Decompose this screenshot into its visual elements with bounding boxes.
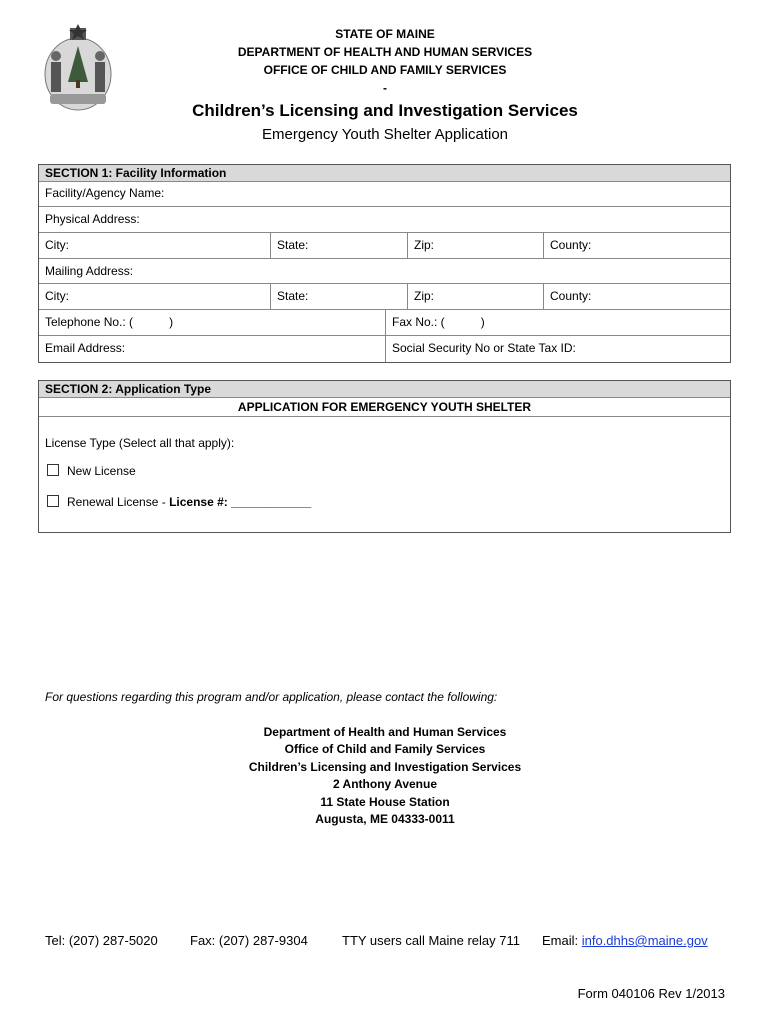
- header-department: DEPARTMENT OF HEALTH AND HUMAN SERVICES: [237, 45, 533, 59]
- physical-zip-field[interactable]: Zip:: [407, 233, 543, 258]
- new-license-label: New License: [67, 464, 136, 478]
- physical-city-field[interactable]: City:: [45, 238, 69, 252]
- contact-note: For questions regarding this program and/or application, please contact the following:: [45, 690, 498, 704]
- mailing-county-field[interactable]: County:: [543, 284, 730, 309]
- mailing-address-field[interactable]: Mailing Address:: [45, 264, 134, 278]
- section2-table: [38, 380, 731, 533]
- form-number: Form 040106 Rev 1/2013: [577, 986, 725, 1001]
- section2-heading: SECTION 2: Application Type: [39, 381, 730, 398]
- header-dash: -: [383, 81, 387, 95]
- telephone-label: Telephone No.: (: [45, 315, 134, 329]
- contact-line-4: 2 Anthony Avenue: [332, 777, 437, 791]
- fax-field[interactable]: [385, 310, 730, 335]
- contact-line-1: Department of Health and Human Services: [263, 725, 507, 739]
- contact-line-3: Children’s Licensing and Investigation Services: [248, 760, 522, 774]
- mailing-zip-field[interactable]: Zip:: [407, 284, 543, 309]
- section1-heading: SECTION 1: Facility Information: [39, 165, 730, 182]
- fax-label: Fax No.: (: [392, 315, 445, 329]
- mailing-city-field[interactable]: City:: [45, 289, 69, 303]
- physical-county-field[interactable]: County:: [543, 233, 730, 258]
- physical-state-field[interactable]: State:: [270, 233, 407, 258]
- mailing-city-row: [39, 284, 730, 310]
- footer-tty: TTY users call Maine relay 711: [342, 933, 520, 948]
- tax-id-field[interactable]: Social Security No or State Tax ID:: [385, 336, 730, 362]
- footer-tel: Tel: (207) 287-5020: [45, 933, 158, 948]
- footer-email-label: Email:: [542, 933, 582, 948]
- contact-line-6: Augusta, ME 04333-0011: [315, 812, 455, 826]
- facility-name-field[interactable]: Facility/Agency Name:: [45, 186, 165, 200]
- email-tax-row: [39, 336, 730, 362]
- license-type-label: License Type (Select all that apply):: [45, 436, 235, 450]
- telephone-paren: ): [169, 315, 174, 329]
- email-address-field[interactable]: Email Address:: [45, 341, 126, 355]
- footer-email: [542, 933, 708, 948]
- renewal-license-label: Renewal License -: [67, 495, 170, 509]
- license-number-field[interactable]: ____________: [231, 495, 312, 509]
- license-number-label: License #:: [169, 495, 232, 509]
- physical-city-row: [39, 233, 730, 259]
- renewal-license-option[interactable]: [47, 495, 311, 509]
- telephone-field[interactable]: [39, 310, 385, 335]
- new-license-checkbox[interactable]: [47, 464, 59, 476]
- footer-email-link[interactable]: info.dhhs@maine.gov: [581, 933, 708, 948]
- section1-table: [38, 164, 731, 363]
- header-state: STATE OF MAINE: [335, 27, 435, 41]
- header-office: OFFICE OF CHILD AND FAMILY SERVICES: [263, 63, 507, 77]
- mailing-address-row: [39, 259, 730, 284]
- contact-line-5: 11 State House Station: [320, 795, 450, 809]
- fax-paren: ): [480, 315, 485, 329]
- footer-fax: Fax: (207) 287-9304: [190, 933, 308, 948]
- phone-fax-row: [39, 310, 730, 336]
- new-license-option[interactable]: [47, 464, 136, 478]
- section2-subheading: APPLICATION FOR EMERGENCY YOUTH SHELTER: [39, 398, 730, 417]
- page-subtitle: Emergency Youth Shelter Application: [262, 126, 508, 143]
- physical-address-row: [39, 207, 730, 233]
- page-title: Children’s Licensing and Investigation Services: [192, 101, 578, 120]
- contact-line-2: Office of Child and Family Services: [284, 742, 486, 756]
- facility-name-row: [39, 182, 730, 207]
- mailing-state-field[interactable]: State:: [270, 284, 407, 309]
- renewal-license-checkbox[interactable]: [47, 495, 59, 507]
- physical-address-field[interactable]: Physical Address:: [45, 212, 140, 226]
